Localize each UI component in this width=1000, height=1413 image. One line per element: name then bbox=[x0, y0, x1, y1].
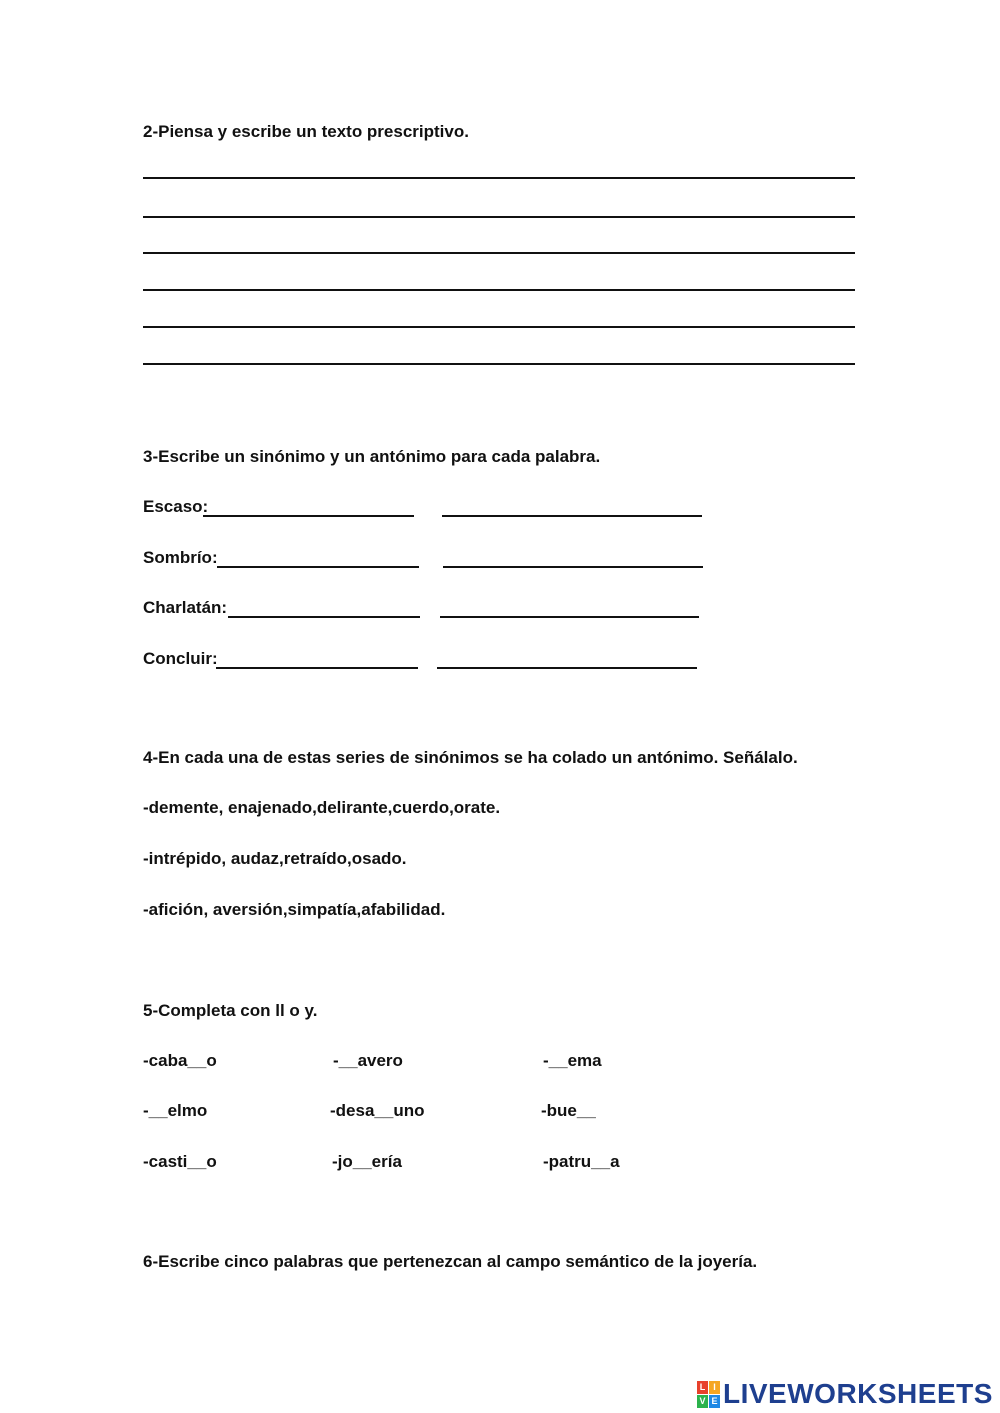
writing-line[interactable] bbox=[143, 363, 855, 365]
liveworksheets-logo-text: LIVEWORKSHEETS bbox=[723, 1378, 993, 1409]
fill-word[interactable]: -bue__ bbox=[541, 1101, 596, 1120]
antonym-blank[interactable] bbox=[443, 566, 703, 568]
series-item[interactable]: -intrépido, audaz,retraído,osado. bbox=[143, 849, 407, 868]
antonym-blank[interactable] bbox=[442, 515, 702, 517]
liveworksheets-logo bbox=[697, 1378, 993, 1410]
writing-line[interactable] bbox=[143, 177, 855, 179]
fill-word[interactable]: -__ema bbox=[543, 1051, 602, 1070]
fill-word[interactable]: -__elmo bbox=[143, 1101, 208, 1120]
series-item[interactable]: -afición, aversión,simpatía,afabilidad. bbox=[143, 900, 446, 919]
fill-word[interactable]: -patru__a bbox=[543, 1152, 620, 1171]
q3-title: 3-Escribe un sinónimo y un antónimo para cada palabra. bbox=[143, 447, 601, 466]
logo-tile: I bbox=[709, 1381, 720, 1394]
q2-title: 2-Piensa y escribe un texto prescriptivo. bbox=[143, 122, 469, 141]
logo-tile: L bbox=[697, 1381, 708, 1394]
synonym-blank[interactable] bbox=[216, 667, 418, 669]
writing-line[interactable] bbox=[143, 252, 855, 254]
series-item[interactable]: -demente, enajenado,delirante,cuerdo,orate. bbox=[143, 798, 501, 817]
liveworksheets-logo-icon bbox=[697, 1381, 720, 1408]
word-label: Charlatán: bbox=[143, 598, 228, 617]
fill-word[interactable]: -casti__o bbox=[143, 1152, 217, 1171]
word-label: Escaso: bbox=[143, 497, 209, 516]
fill-word[interactable]: -desa__uno bbox=[330, 1101, 425, 1120]
antonym-blank[interactable] bbox=[437, 667, 697, 669]
q4-title: 4-En cada una de estas series de sinónimos se ha colado un antónimo. Señálalo. bbox=[143, 748, 798, 767]
synonym-blank[interactable] bbox=[228, 616, 420, 618]
synonym-blank[interactable] bbox=[203, 515, 414, 517]
writing-line[interactable] bbox=[143, 289, 855, 291]
logo-tile: V bbox=[697, 1395, 708, 1408]
fill-word[interactable]: -jo__ería bbox=[332, 1152, 402, 1171]
writing-line[interactable] bbox=[143, 216, 855, 218]
fill-word[interactable]: -__avero bbox=[333, 1051, 403, 1070]
logo-tile: E bbox=[709, 1395, 720, 1408]
word-label: Sombrío: bbox=[143, 548, 218, 567]
antonym-blank[interactable] bbox=[440, 616, 699, 618]
word-label: Concluir: bbox=[143, 649, 218, 668]
writing-line[interactable] bbox=[143, 326, 855, 328]
synonym-blank[interactable] bbox=[217, 566, 419, 568]
q6-title: 6-Escribe cinco palabras que pertenezcan al campo semántico de la joyería. bbox=[143, 1252, 758, 1271]
fill-word[interactable]: -caba__o bbox=[143, 1051, 217, 1070]
q5-title: 5-Completa con ll o y. bbox=[143, 1001, 318, 1020]
